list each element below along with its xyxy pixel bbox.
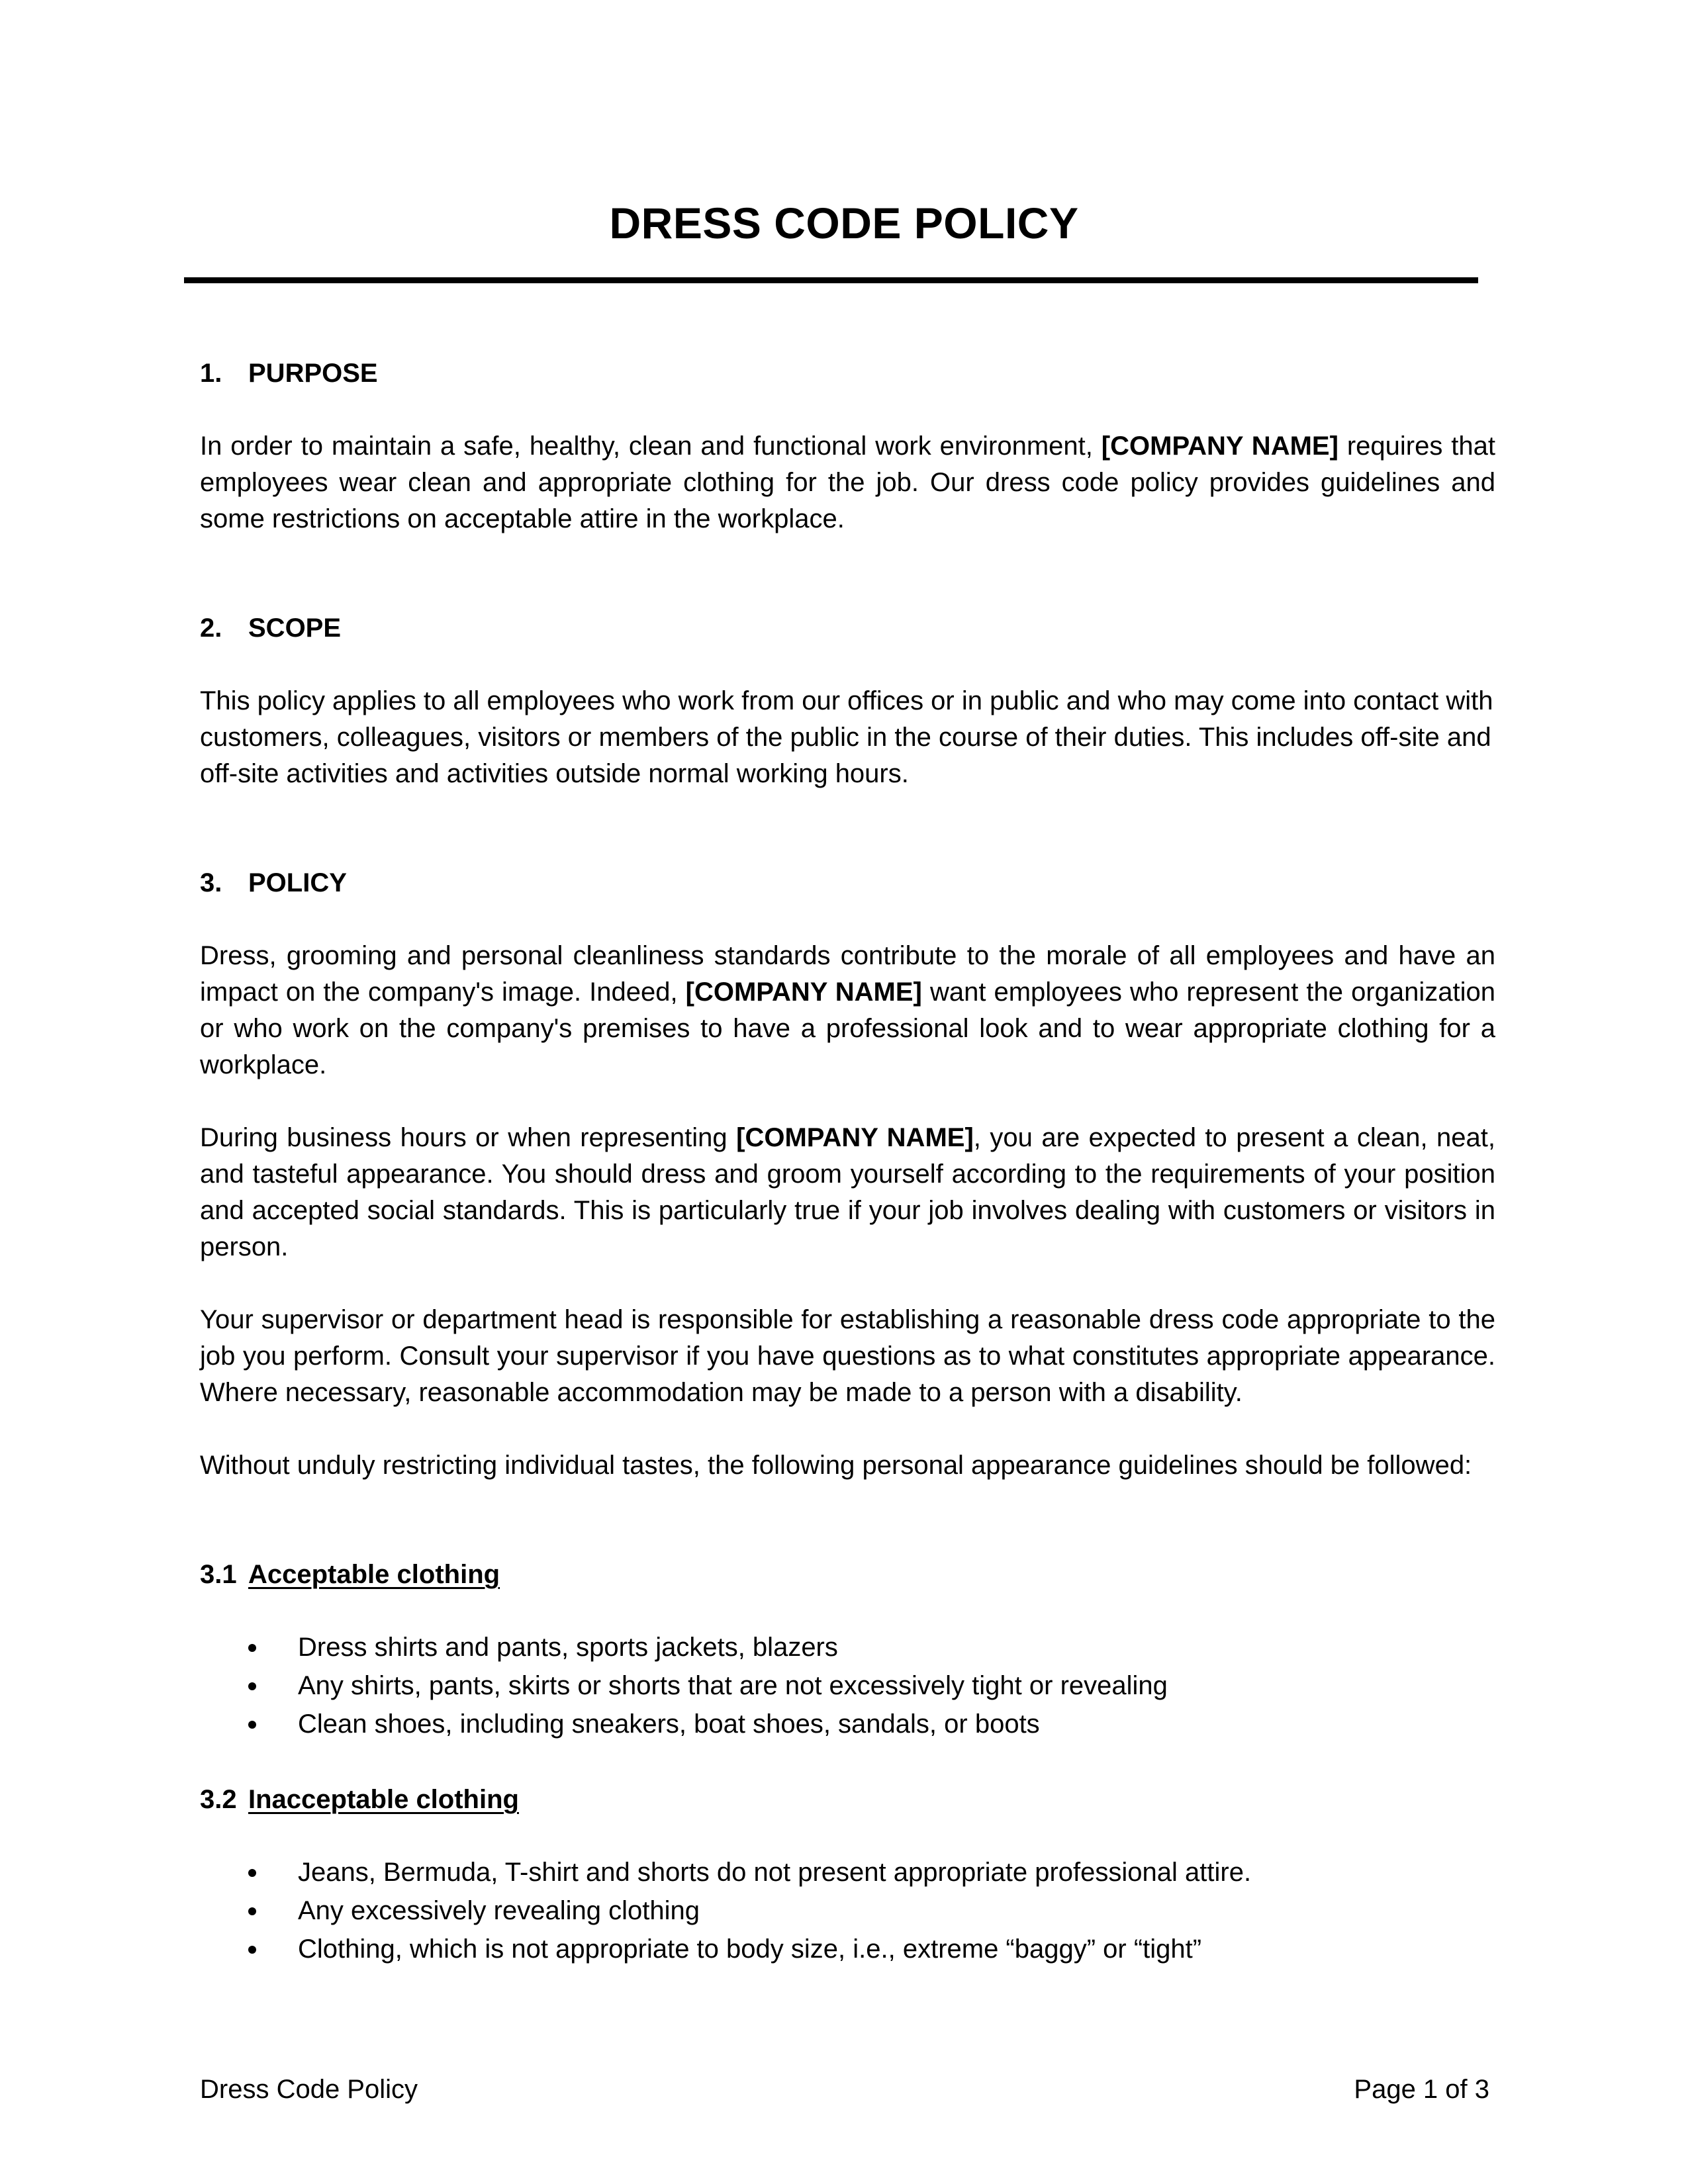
list-item — [200, 1854, 1495, 1893]
subsection-number: 3.2 — [200, 1785, 237, 1814]
section-title: SCOPE — [248, 614, 342, 643]
bullet-icon — [248, 1721, 256, 1729]
list-item — [200, 1931, 1495, 1970]
bullet-icon — [248, 1907, 256, 1915]
list-item-text: Jeans, Bermuda, T-shirt and shorts do not present appropriate professional attire. — [298, 1858, 1252, 1887]
subsection-title: Inacceptable clothing — [248, 1785, 519, 1814]
unacceptable-clothing-list — [200, 1854, 1495, 1970]
paragraph-text: , you are expected to present a clean, neat, and tasteful appearance. You should dress and groom yourself according to the requirements of your position and accepted social standards. This is particularly true if your job involves dealing with customers or visitors in person. — [200, 1123, 1496, 1261]
footer-page-number: Page 1 of 3 — [1354, 2075, 1489, 2104]
purpose-paragraph — [200, 428, 1495, 537]
scope-paragraph: This policy applies to all employees who work from our offices or in public and who may come into contact with customers, colleagues, visitors or members of the public in the course of their duties. This includes off-site and off-site activities and activities outside normal working hours. — [200, 686, 1493, 788]
subsection-number: 3.1 — [200, 1560, 237, 1589]
section-title: PURPOSE — [248, 359, 378, 388]
subsection-heading-acceptable — [200, 1557, 1495, 1593]
list-item — [200, 1629, 1495, 1668]
list-item-text: Clean shoes, including sneakers, boat shoes, sandals, or boots — [298, 1709, 1040, 1739]
list-item-text: Any shirts, pants, skirts or shorts that are not excessively tight or revealing — [298, 1671, 1168, 1700]
list-item — [200, 1706, 1495, 1745]
list-item-text: Any excessively revealing clothing — [298, 1896, 700, 1925]
section-number: 2. — [200, 614, 222, 643]
policy-paragraph-2 — [200, 1120, 1495, 1265]
subsection-heading-unacceptable — [200, 1782, 1495, 1818]
policy-paragraph-4: Without unduly restricting individual tastes, the following personal appearance guidelines should be followed: — [200, 1451, 1472, 1480]
paragraph-text: Dress, grooming and personal cleanliness standards contribute to the morale of all employees and have an impact on the company's image. Indeed, — [200, 941, 1495, 1007]
subsection-title: Acceptable clothing — [248, 1560, 500, 1589]
company-name-placeholder: [COMPANY NAME] — [1101, 432, 1338, 461]
list-item-text: Clothing, which is not appropriate to body size, i.e., extreme “baggy” or “tight” — [298, 1934, 1202, 1964]
section-heading-scope — [200, 610, 1495, 647]
company-name-placeholder: [COMPANY NAME] — [685, 978, 922, 1007]
section-number: 1. — [200, 359, 222, 388]
section-number: 3. — [200, 868, 222, 897]
bullet-icon — [248, 1869, 256, 1877]
paragraph-text: want employees who represent the organization or who work on the company's premises to have a professional look and to wear appropriate clothing for a workplace. — [200, 978, 1496, 1079]
list-item-text: Dress shirts and pants, sports jackets, blazers — [298, 1633, 838, 1662]
section-title: POLICY — [248, 868, 347, 897]
document-title: DRESS CODE POLICY — [609, 199, 1079, 248]
paragraph-text: In order to maintain a safe, healthy, clean and functional work environment, — [200, 432, 1102, 461]
policy-paragraph-1 — [200, 938, 1495, 1083]
paragraph-text: During business hours or when representing — [200, 1123, 737, 1152]
section-heading-policy — [200, 865, 1495, 901]
footer-document-name: Dress Code Policy — [200, 2075, 418, 2104]
bullet-icon — [248, 1644, 256, 1652]
title-divider — [184, 277, 1478, 283]
company-name-placeholder: [COMPANY NAME] — [736, 1123, 974, 1152]
bullet-icon — [248, 1946, 256, 1954]
list-item — [200, 1668, 1495, 1706]
acceptable-clothing-list — [200, 1629, 1495, 1745]
paragraph-text: requires that employees wear clean and appropriate clothing for the job. Our dress code policy provides guidelines and some restrictions on acceptable attire in the workplace. — [200, 432, 1495, 533]
section-heading-purpose — [200, 355, 1495, 392]
list-item — [200, 1893, 1495, 1931]
bullet-icon — [248, 1682, 256, 1690]
policy-paragraph-3: Your supervisor or department head is responsible for establishing a reasonable dress code appropriate to the job you perform. Consult your supervisor if you have questions as to what constitutes appropriate appearance. Where necessary, reasonable accommodation may be made to a person with a disability. — [200, 1305, 1495, 1407]
